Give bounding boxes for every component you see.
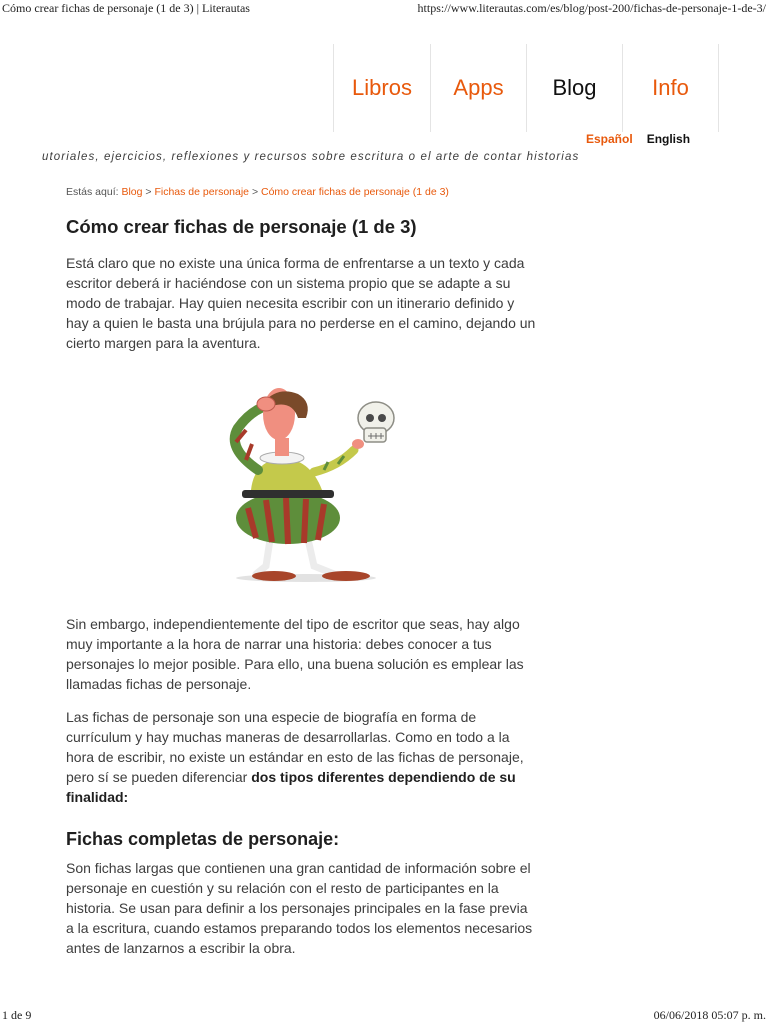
language-switcher xyxy=(586,132,690,146)
article-title: Cómo crear fichas de personaje (1 de 3) xyxy=(66,216,417,237)
nav-item-blog[interactable]: Blog xyxy=(526,44,622,132)
breadcrumb xyxy=(66,186,449,198)
print-url: https://www.literautas.com/es/blog/post-200/fichas-de-personaje-1-de-3/ xyxy=(417,1,766,15)
breadcrumb-separator: > xyxy=(251,186,259,198)
nav-item-apps[interactable]: Apps xyxy=(430,44,526,132)
breadcrumb-blog-link[interactable]: Blog xyxy=(121,186,143,198)
breadcrumb-category-link[interactable]: Fichas de personaje xyxy=(154,186,250,198)
article-paragraph-2: Sin embargo, independientemente del tipo de escritor que seas, hay algo muy importante a la hora de narrar una historia: debes conocer a tus personajes lo mejor posible. Para ello, una buena solución es emplear las llamadas fichas de personaje. xyxy=(66,616,524,692)
print-header xyxy=(0,0,768,16)
paragraph-3-bold-text: dos tipos diferentes dependiendo de su finalidad: xyxy=(66,769,516,805)
breadcrumb-prefix: Estás aquí: xyxy=(66,186,119,198)
paragraph-3-text: Las fichas de personaje son una especie de biografía en forma de currículum y hay muchas maneras de desarrollarlas. Como en todo a la hora de escribir, no existe un estándar en esto de las fichas de personaje, pero sí se pueden diferenciar xyxy=(66,709,524,785)
article-paragraph-4: Son fichas largas que contienen una gran cantidad de información sobre el personaje en cuestión y su relación con el resto de participantes en la historia. Se usan para definir a los personajes principales en la fase previa a la escritura, cuando estamos preparando todos los elementos necesarios antes de lanzarnos a escribir la obra. xyxy=(66,860,533,956)
hamlet-character-illustration xyxy=(66,378,548,588)
article-paragraph-3 xyxy=(66,707,536,807)
article-paragraph-intro: Está claro que no existe una única forma de enfrentarse a un texto y cada escritor deberá ir haciéndose con un sistema propio que se adapte a su modo de trabajar. Hay quien necesita escribir con un itinerario definido y hay a quien le basta una brújula para no perderse en el camino, dejando un cierto margen para la aventura. xyxy=(66,255,536,351)
breadcrumb-separator: > xyxy=(145,186,152,198)
section-heading-fichas-completas: Fichas completas de personaje: xyxy=(66,829,340,849)
lang-english-link[interactable]: English xyxy=(646,132,691,146)
main-nav xyxy=(333,44,719,132)
print-page-title: Cómo crear fichas de personaje (1 de 3) | Literautas xyxy=(2,1,250,15)
nav-item-info[interactable]: Info xyxy=(622,44,719,132)
site-tagline: utoriales, ejercicios, reflexiones y recursos sobre escritura o el arte de contar historias xyxy=(42,151,580,163)
lang-spanish-link[interactable]: Español xyxy=(586,132,633,146)
print-footer xyxy=(0,1007,768,1023)
print-datetime: 06/06/2018 05:07 p. m. xyxy=(653,1008,766,1022)
print-page-number: 1 de 9 xyxy=(2,1008,32,1022)
nav-item-libros[interactable]: Libros xyxy=(333,44,430,132)
breadcrumb-current-link[interactable]: Cómo crear fichas de personaje (1 de 3) xyxy=(261,186,449,198)
